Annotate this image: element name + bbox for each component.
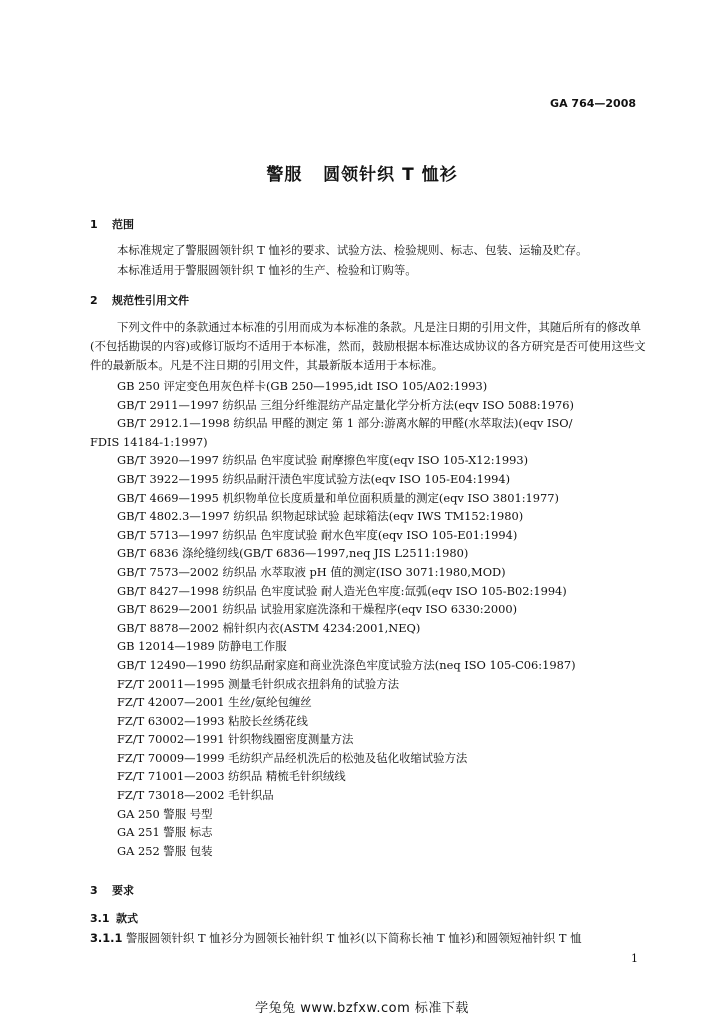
reference-item: GB/T 8878—2002 棉针织内衣(ASTM 4234:2001,NEQ) <box>117 620 421 635</box>
reference-item: GB/T 4802.3—1997 纺织品 织物起球试验 起球箱法(eqv IWS TM152:1980) <box>117 509 524 524</box>
section-number: 2 <box>90 294 98 307</box>
reference-item: FZ/T 70009—1999 毛纺织产品经机洗后的松弛及毡化收缩试验方法 <box>117 750 468 765</box>
section-1-heading <box>90 216 134 232</box>
reference-item: GB/T 3922—1995 纺织品耐汗渍色牢度试验方法(eqv ISO 105-E04:1994) <box>117 471 511 486</box>
section-title: 范围 <box>112 218 134 231</box>
reference-item: FZ/T 63002—1993 粘胶长丝绣花线 <box>117 713 308 728</box>
section-number: 3 <box>90 884 98 897</box>
reference-item: GB 12014—1989 防静电工作服 <box>117 639 287 654</box>
page-number: 1 <box>631 952 638 965</box>
reference-item: GB/T 3920—1997 纺织品 色牢度试验 耐摩擦色牢度(eqv ISO 105-X12:1993) <box>117 453 529 468</box>
references-intro: 下列文件中的条款通过本标准的引用而成为本标准的条款。凡是注日期的引用文件，其随后所有的修改单(不包括勘误的内容)或修订版均不适用于本标准，然而，鼓励根据本标准达成协议的各方研究是否可使用这些文件的最新版本。凡是不注日期的引用文件，其最新版本适用于本标准。 <box>90 320 646 372</box>
reference-item: GB/T 8629—2001 纺织品 试验用家庭洗涤和干燥程序(eqv ISO 6330:2000) <box>117 602 518 617</box>
reference-item: GB/T 2912.1—1998 纺织品 甲醛的测定 第 1 部分:游离水解的甲醛(水萃取法)(eqv ISO/ <box>117 416 573 431</box>
section-2-heading <box>90 292 189 308</box>
reference-item: GA 251 警服 标志 <box>117 825 213 840</box>
reference-item: FZ/T 42007—2001 生丝/氨纶包缠丝 <box>117 695 312 710</box>
clause-text: 警服圆领针织 T 恤衫分为圆领长袖针织 T 恤衫(以下简称长袖 T 恤衫)和圆领短袖针织 T 恤 <box>126 931 582 945</box>
reference-item: GB/T 2911—1997 纺织品 三组分纤维混纺产品定量化学分析方法(eqv ISO 5088:1976) <box>117 397 575 412</box>
reference-item: GA 252 警服 包装 <box>117 843 213 858</box>
reference-item: FZ/T 70002—1991 针织物线圈密度测量方法 <box>117 732 354 747</box>
standard-code: GA 764—2008 <box>550 97 636 110</box>
reference-item: FZ/T 20011—1995 测量毛针织成衣扭斜角的试验方法 <box>117 676 399 691</box>
reference-item: GB/T 6836 涤纶缝纫线(GB/T 6836—1997,neq JIS L2511:1980) <box>117 546 469 561</box>
clause-number: 3.1.1 <box>90 931 123 945</box>
clause-3-1-1 <box>90 930 660 946</box>
reference-item: GB/T 12490—1990 纺织品耐家庭和商业洗涤色牢度试验方法(neq ISO 105-C06:1987) <box>117 657 576 672</box>
reference-item: FZ/T 73018—2002 毛针织品 <box>117 788 274 803</box>
reference-item: FZ/T 71001—2003 纺织品 精梳毛针织绒线 <box>117 769 346 784</box>
section-title: 款式 <box>116 912 138 925</box>
section-number: 1 <box>90 218 98 231</box>
reference-item: GB/T 7573—2002 纺织品 水萃取液 pH 值的测定(ISO 3071:1980,MOD) <box>117 564 506 579</box>
reference-item: GB/T 5713—1997 纺织品 色牢度试验 耐水色牢度(eqv ISO 105-E01:1994) <box>117 527 518 542</box>
section-number: 3.1 <box>90 912 110 925</box>
reference-item: GB/T 8427—1998 纺织品 色牢度试验 耐人造光色牢度:氙弧(eqv ISO 105-B02:1994) <box>117 583 567 598</box>
reference-item-continuation: FDIS 14184-1:1997) <box>90 434 208 449</box>
scope-paragraph-2: 本标准适用于警服圆领针织 T 恤衫的生产、检验和订购等。 <box>117 263 417 277</box>
section-title: 规范性引用文件 <box>112 294 189 307</box>
reference-list <box>90 377 650 860</box>
scope-paragraph-1: 本标准规定了警服圆领针织 T 恤衫的要求、试验方法、检验规则、标志、包装、运输及贮存。 <box>117 243 588 257</box>
document-title: 警服 圆领针织 T 恤衫 <box>266 165 458 185</box>
reference-item: GB/T 4669—1995 机织物单位长度质量和单位面积质量的测定(eqv ISO 3801:1977) <box>117 490 559 505</box>
footer-watermark: 学兔兔 www.bzfxw.com 标准下载 <box>255 1001 469 1016</box>
reference-item: GA 250 警服 号型 <box>117 806 213 821</box>
section-3-heading <box>90 882 134 898</box>
reference-item: GB 250 评定变色用灰色样卡(GB 250—1995,idt ISO 105/A02:1993) <box>117 379 488 393</box>
section-3-1-heading <box>90 910 138 926</box>
section-title: 要求 <box>112 884 134 897</box>
